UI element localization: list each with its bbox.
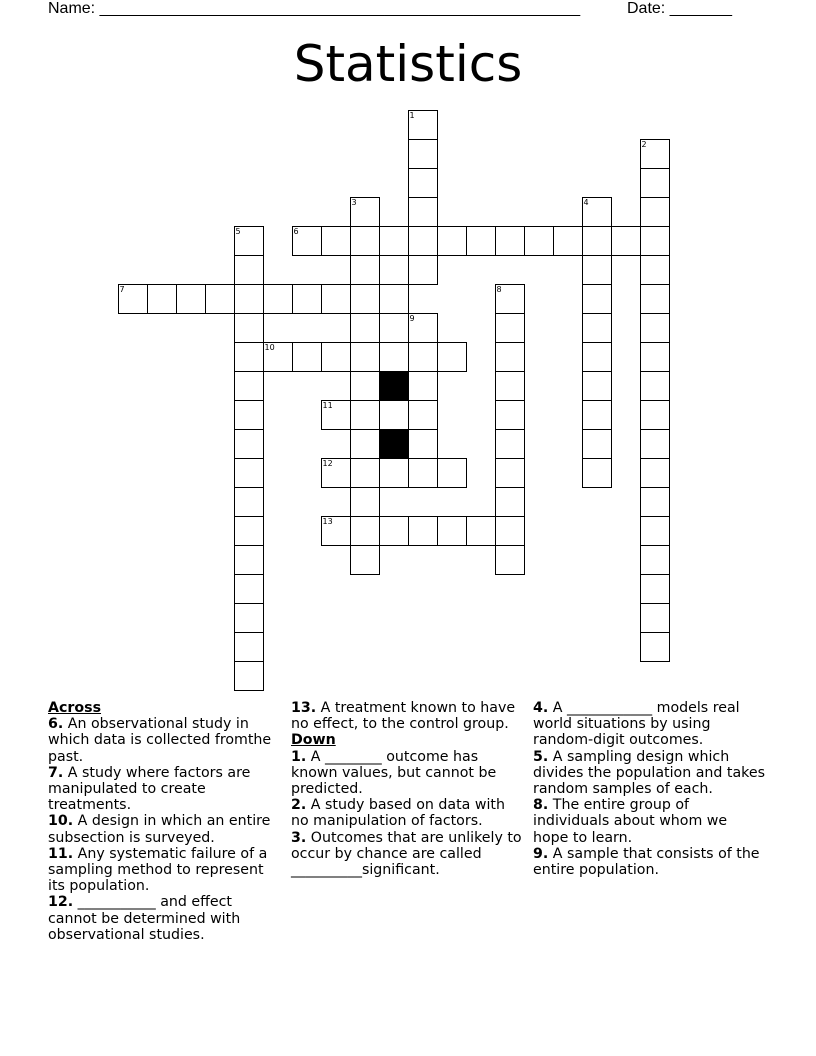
grid-cell[interactable] bbox=[350, 400, 380, 430]
grid-cell[interactable] bbox=[234, 458, 264, 488]
grid-cell[interactable] bbox=[408, 197, 438, 227]
clue-number: 5. bbox=[533, 748, 549, 765]
grid-cell[interactable] bbox=[263, 284, 293, 314]
grid-cell[interactable] bbox=[408, 458, 438, 488]
grid-cell[interactable] bbox=[350, 371, 380, 401]
grid-cell[interactable] bbox=[118, 284, 148, 314]
grid-cell[interactable] bbox=[524, 226, 554, 256]
grid-cell[interactable] bbox=[321, 226, 351, 256]
grid-cell[interactable] bbox=[640, 313, 670, 343]
grid-cell[interactable] bbox=[582, 371, 612, 401]
grid-cell[interactable] bbox=[350, 458, 380, 488]
clue-text: A design in which an entire subsection is surveyed. bbox=[48, 813, 271, 846]
clue-across-7 bbox=[48, 765, 284, 814]
grid-cell[interactable] bbox=[350, 429, 380, 459]
across-heading: Across bbox=[48, 700, 102, 716]
grid-cell[interactable] bbox=[234, 603, 264, 633]
clue-down-1 bbox=[291, 749, 523, 798]
grid-cell[interactable] bbox=[408, 400, 438, 430]
clue-down-5 bbox=[533, 749, 765, 798]
name-line[interactable]: ______________________________________________________ bbox=[99, 0, 581, 17]
clue-number: 6. bbox=[48, 716, 64, 733]
grid-cell[interactable] bbox=[321, 284, 351, 314]
page-title: Statistics bbox=[293, 35, 523, 93]
grid-cell[interactable] bbox=[350, 226, 380, 256]
cell-number: 5 bbox=[235, 226, 241, 236]
grid-cell[interactable] bbox=[234, 313, 264, 343]
clue-number: 13. bbox=[291, 700, 317, 716]
clue-number: 1. bbox=[291, 748, 307, 765]
cell-number: 12 bbox=[322, 458, 333, 468]
grid-cell[interactable] bbox=[495, 371, 525, 401]
grid-cell[interactable] bbox=[582, 284, 612, 314]
grid-cell[interactable] bbox=[640, 545, 670, 575]
cell-number: 10 bbox=[264, 342, 275, 352]
clue-text: ___________ and effect cannot be determined with observational studies. bbox=[48, 894, 241, 943]
grid-cell[interactable] bbox=[495, 516, 525, 546]
clues-column-3 bbox=[533, 700, 765, 878]
grid-cell[interactable] bbox=[437, 458, 467, 488]
grid-black-cell bbox=[379, 429, 409, 459]
clues-column-1 bbox=[48, 700, 284, 943]
cell-number: 4 bbox=[583, 197, 589, 207]
grid-cell[interactable] bbox=[466, 226, 496, 256]
grid-cell[interactable] bbox=[640, 342, 670, 372]
grid-cell[interactable] bbox=[437, 516, 467, 546]
grid-cell[interactable] bbox=[437, 342, 467, 372]
grid-cell[interactable] bbox=[640, 371, 670, 401]
grid-cell[interactable] bbox=[495, 545, 525, 575]
grid-cell[interactable] bbox=[466, 516, 496, 546]
clue-text: A study where factors are manipulated to create treatments. bbox=[48, 764, 251, 814]
grid-cell[interactable] bbox=[640, 284, 670, 314]
grid-cell[interactable] bbox=[495, 487, 525, 517]
clue-text: Outcomes that are unlikely to occur by chance are called __________significant. bbox=[291, 829, 522, 879]
grid-cell[interactable] bbox=[263, 342, 293, 372]
clue-number: 3. bbox=[291, 829, 307, 846]
grid-cell[interactable] bbox=[640, 168, 670, 198]
grid-cell[interactable] bbox=[640, 574, 670, 604]
clue-number: 2. bbox=[291, 797, 307, 814]
clues-section bbox=[48, 700, 778, 960]
grid-cell[interactable] bbox=[147, 284, 177, 314]
grid-cell[interactable] bbox=[321, 400, 351, 430]
cell-number: 13 bbox=[322, 516, 333, 526]
grid-cell[interactable] bbox=[408, 516, 438, 546]
grid-cell[interactable] bbox=[350, 516, 380, 546]
grid-cell[interactable] bbox=[640, 516, 670, 546]
clue-text: A treatment known to have no effect, to the control group. bbox=[291, 700, 516, 733]
clue-down-8 bbox=[533, 797, 765, 846]
clue-number: 7. bbox=[48, 764, 64, 781]
date-label: Date: bbox=[627, 0, 666, 17]
grid-cell[interactable] bbox=[379, 284, 409, 314]
grid-cell[interactable] bbox=[350, 487, 380, 517]
grid-cell[interactable] bbox=[582, 429, 612, 459]
cell-number: 9 bbox=[409, 313, 415, 323]
grid-cell[interactable] bbox=[495, 342, 525, 372]
grid-cell[interactable] bbox=[495, 458, 525, 488]
date-line[interactable]: _______ bbox=[669, 0, 732, 17]
grid-cell[interactable] bbox=[379, 342, 409, 372]
clue-down-4 bbox=[533, 700, 765, 749]
clue-number: 8. bbox=[533, 797, 549, 814]
grid-cell[interactable] bbox=[640, 255, 670, 285]
grid-cell[interactable] bbox=[234, 400, 264, 430]
grid-cell[interactable] bbox=[234, 342, 264, 372]
down-heading: Down bbox=[291, 732, 336, 749]
clue-text: A sampling design which divides the population and takes random samples of each. bbox=[533, 748, 766, 798]
clue-number: 11. bbox=[48, 845, 74, 862]
grid-cell[interactable] bbox=[582, 313, 612, 343]
grid-cell[interactable] bbox=[611, 226, 641, 256]
grid-cell[interactable] bbox=[640, 226, 670, 256]
grid-cell[interactable] bbox=[582, 400, 612, 430]
grid-cell[interactable] bbox=[553, 226, 583, 256]
grid-cell[interactable] bbox=[495, 429, 525, 459]
clue-down-3 bbox=[291, 830, 523, 879]
grid-cell[interactable] bbox=[495, 400, 525, 430]
grid-cell[interactable] bbox=[234, 574, 264, 604]
grid-cell[interactable] bbox=[234, 226, 264, 256]
grid-cell[interactable] bbox=[582, 226, 612, 256]
clue-text: Any systematic failure of a sampling method to represent its population. bbox=[48, 845, 268, 895]
clue-text: A ____________ models real world situations by using random-digit outcomes. bbox=[533, 700, 740, 749]
grid-cell[interactable] bbox=[292, 342, 322, 372]
grid-cell[interactable] bbox=[582, 255, 612, 285]
grid-cell[interactable] bbox=[408, 168, 438, 198]
cell-number: 6 bbox=[293, 226, 299, 236]
grid-cell[interactable] bbox=[640, 429, 670, 459]
clue-number: 9. bbox=[533, 845, 549, 862]
grid-cell[interactable] bbox=[321, 342, 351, 372]
grid-cell[interactable] bbox=[379, 458, 409, 488]
grid-cell[interactable] bbox=[350, 342, 380, 372]
grid-cell[interactable] bbox=[234, 545, 264, 575]
grid-cell[interactable] bbox=[495, 284, 525, 314]
grid-cell[interactable] bbox=[408, 110, 438, 140]
cell-number: 7 bbox=[119, 284, 125, 294]
grid-cell[interactable] bbox=[582, 197, 612, 227]
name-label: Name: bbox=[48, 0, 96, 17]
clue-across-11 bbox=[48, 846, 284, 895]
cell-number: 3 bbox=[351, 197, 357, 207]
clue-number: 4. bbox=[533, 700, 549, 716]
clues-column-2 bbox=[291, 700, 523, 878]
grid-cell[interactable] bbox=[176, 284, 206, 314]
grid-cell[interactable] bbox=[408, 313, 438, 343]
grid-cell[interactable] bbox=[350, 255, 380, 285]
grid-cell[interactable] bbox=[640, 487, 670, 517]
grid-black-cell bbox=[379, 371, 409, 401]
grid-cell[interactable] bbox=[408, 371, 438, 401]
grid-cell[interactable] bbox=[292, 226, 322, 256]
clue-across-12 bbox=[48, 894, 284, 943]
grid-cell[interactable] bbox=[205, 284, 235, 314]
clue-text: A sample that consists of the entire population. bbox=[533, 845, 760, 879]
clue-text: The entire group of individuals about whom we hope to learn. bbox=[533, 797, 728, 846]
grid-cell[interactable] bbox=[408, 429, 438, 459]
grid-cell[interactable] bbox=[495, 226, 525, 256]
grid-cell[interactable] bbox=[640, 458, 670, 488]
clue-down-9 bbox=[533, 846, 765, 878]
grid-cell[interactable] bbox=[350, 545, 380, 575]
grid-cell[interactable] bbox=[582, 458, 612, 488]
grid-cell[interactable] bbox=[408, 226, 438, 256]
grid-cell[interactable] bbox=[379, 226, 409, 256]
clue-across-13 bbox=[291, 700, 523, 732]
grid-cell[interactable] bbox=[640, 139, 670, 169]
clue-across-10 bbox=[48, 813, 284, 845]
clue-text: An observational study in which data is collected fromthe past. bbox=[48, 716, 272, 765]
grid-cell[interactable] bbox=[408, 255, 438, 285]
grid-cell[interactable] bbox=[640, 603, 670, 633]
grid-cell[interactable] bbox=[321, 458, 351, 488]
grid-cell[interactable] bbox=[640, 197, 670, 227]
cell-number: 11 bbox=[322, 400, 333, 410]
clue-text: A study based on data with no manipulation of factors. bbox=[291, 797, 505, 830]
grid-cell[interactable] bbox=[640, 400, 670, 430]
grid-cell[interactable] bbox=[582, 342, 612, 372]
clue-text: A ________ outcome has known values, but cannot be predicted. bbox=[291, 748, 497, 798]
grid-cell[interactable] bbox=[234, 429, 264, 459]
clue-number: 12. bbox=[48, 894, 74, 911]
grid-cell[interactable] bbox=[234, 516, 264, 546]
grid-cell[interactable] bbox=[437, 226, 467, 256]
grid-cell[interactable] bbox=[234, 255, 264, 285]
grid-cell[interactable] bbox=[234, 487, 264, 517]
grid-cell[interactable] bbox=[379, 516, 409, 546]
grid-cell[interactable] bbox=[292, 284, 322, 314]
grid-cell[interactable] bbox=[234, 661, 264, 691]
cell-number: 1 bbox=[409, 110, 415, 120]
grid-cell[interactable] bbox=[234, 632, 264, 662]
grid-cell[interactable] bbox=[234, 371, 264, 401]
grid-cell[interactable] bbox=[350, 313, 380, 343]
grid-cell[interactable] bbox=[495, 313, 525, 343]
grid-cell[interactable] bbox=[379, 400, 409, 430]
grid-cell[interactable] bbox=[640, 632, 670, 662]
grid-cell[interactable] bbox=[350, 284, 380, 314]
grid-cell[interactable] bbox=[408, 342, 438, 372]
clue-across-6 bbox=[48, 716, 284, 765]
grid-cell[interactable] bbox=[234, 284, 264, 314]
clue-down-2 bbox=[291, 797, 523, 829]
grid-cell[interactable] bbox=[408, 139, 438, 169]
grid-cell[interactable] bbox=[350, 197, 380, 227]
cell-number: 8 bbox=[496, 284, 502, 294]
grid-cell[interactable] bbox=[321, 516, 351, 546]
clue-number: 10. bbox=[48, 813, 74, 830]
cell-number: 2 bbox=[641, 139, 647, 149]
